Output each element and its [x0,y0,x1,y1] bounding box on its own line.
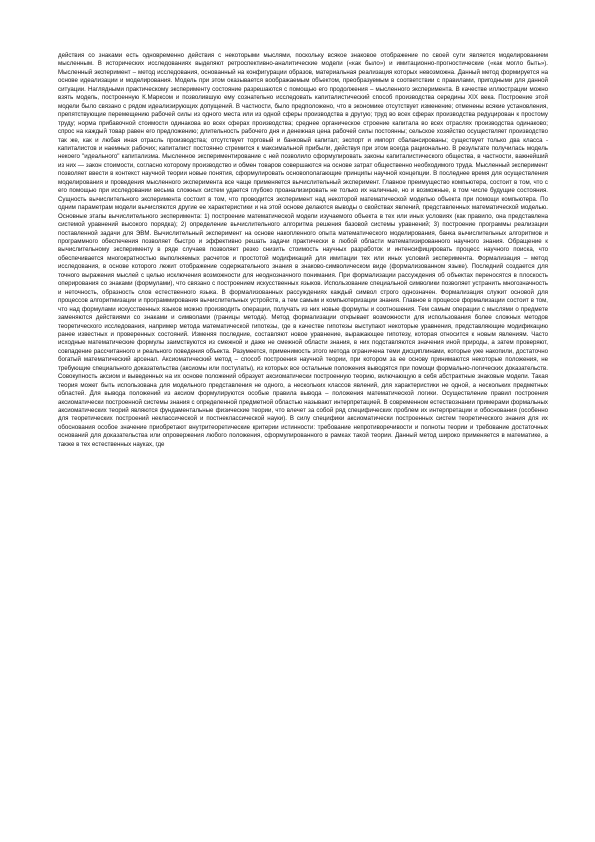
document-page [58,52,548,812]
body-paragraph: действия со знаками есть одновременно действия с некоторыми мыслями, поскольку всякое знаковое отображение по своей сути является моделированием мысленным. В исторических исследованиях выделяют ретроспективно-аналитические модели («как было») и имитационно-прогностические («как могло быть»). Мысленный эксперимент – метод исследования, основанный на конфигурации образов, материальная реализация которых невозможна. Данный метод формируется на основе идеализации и моделирования. Модель при этом оказывается воображаемым объектом, преобразуемым в соответствии с правилами, пригодными для данной ситуации. Наглядными практическому эксперименту состояние разрешаются с помощью его продолжения – мысленного эксперимента. В качестве иллюстрации можно взять модель, построенную К.Марксом и позволившую ему сознательно исследовать капиталистический способ производства середины XIX века. Построение этой модели было связано с рядом идеализирующих допущений. В частности, было предположено, что в экономике отсутствует изменение; отменены всякие установления, препятствующие перемещению рабочей силы из одного места или из одной сферы производства в другую; труд во всех сферах производства редуцирован к простому труду; норма прибавочной стоимости одинакова во всех сферах производства; среднее органическое строение капитала во всех отраслях производства одинаково; спрос на каждый товар равен его предложению; длительность рабочего дня и денежная цена рабочей силы постоянны; сельское хозяйство осуществляет производство так же, как и любая иная отрасль производства; отсутствует торговый и банковый капитал; экспорт и импорт сбалансированы; существует только два класса - капиталистов и наемных рабочих; капиталист постоянно стремится к максимальной прибыли, действуя при этом всегда рационально. В результате получилась модель некоего "идеального" капитализма. Мысленное экспериментирование с ней позволило сформулировать законы капиталистического общества, в частности, важнейший из них — закон стоимости, согласно которому производство и обмен товаров совершаются на основе затрат общественно необходимого труда. Мысленный эксперимент позволяет ввести в контекст научной теории новые понятия, сформулировать основополагающие принципы научной концепции. В последнее время для осуществления моделирования и проведения мысленного эксперимента все чаще применяется вычислительный эксперимент. Главное преимущество компьютера, состоит в том, что с его помощью при исследовании весьма сложных систем удается глубоко проанализировать не только их наличные, но и возможные, в том числе будущие состояния. Сущность вычислительного эксперимента состоит в том, что проводится эксперимент над некоторой математической моделью объекта при помощи компьютера. По одним параметрам модели вычисляются другие ее характеристики и на этой основе делаются выводы о свойствах явлений, представленных математической моделью. Основные этапы вычислительного эксперимента: 1) построение математической модели изучаемого объекта в тех или иных условиях (как правило, она представлена системой уравнений высокого порядка); 2) определение вычислительного алгоритма решения базовой системы уравнений; 3) построение программы реализации поставленной задачи для ЭВМ. Вычислительный эксперимент на основе накопленного опыта математического моделирования, банка вычислительных алгоритмов и программного обеспечения позволяет быстро и эффективно решать задачи практически в любой области математизированного научного знания. Обращение к вычислительному эксперименту в ряде случаев позволяет резко снизить стоимость научных разработок и интенсифицировать процесс научного поиска, что обеспечивается многократностью выполняемых расчетов и простотой модификаций для имитации тех или иных условий эксперимента. Формализация – метод исследования, в основе которого лежит отображение содержательного знания в знаково-символическом виде (формализованном языке). Последний создается для точного выражения мыслей с целью исключения возможности для неоднозначного понимания. При формализации рассуждения об объектах переносятся в плоскость оперирования со знаками (формулами), что связано с построением искусственных языков. Использование специальной символики позволяет устранить многозначность и неточность, образность слов естественного языка. В формализованных рассуждениях каждый символ строго однозначен. Формализация служит основой для процессов алгоритмизации и программирования вычислительных устройств, а тем самым и компьютеризации знания. Главное в процессе формализации состоит в том, что над формулами искусственных языков можно производить операции, получать из них новые формулы и соотношения. Тем самым операции с мыслями о предмете заменяются действиями со знаками и символами (границы метода). Метод формализации открывает возможности для использования более сложных методов теоретического исследования, например метода математической гипотезы, где в качестве гипотезы выступают некоторые уравнения, представляющие модификацию ранее известных и проверенных состояний. Изменяя последние, составляют новое уравнение, выражающее гипотезу, которая относится к новым явлениям. Часто исходные математические формулы заимствуются из смежной и даже не смежной области знания, в них подставляются значения иной природы, а затем проверяют, совпадение рассчитанного и реального поведения объекта. Разумеется, применимость этого метода ограничена теми дисциплинами, которые уже накопили, достаточно богатый математический арсенал. Аксиоматический метод – способ построения научной теории, при котором за ее основу принимаются некоторые положения, не требующие специального доказательства (аксиомы или постулаты), из которых все остальные положения выводятся при помощи формально-логических доказательств. Совокупность аксиом и выведенных на их основе положений образует аксиоматически построенную теорию, включающую в себя абстрактные знаковые модели. Такая теория может быть использована для модельного представления не одного, а нескольких классов явлений, для характеристики не одной, а нескольких предметных областей. Для вывода положений из аксиом формулируются особые правила вывода – положения математической логики. Осуществление правил построения аксиоматически построенной системы знания с определенной предметной областью называют интерпретацией. В современном естествознании примерами формальных аксиоматических теорий являются фундаментальные физические теории, что влечет за собой ряд специфических проблем их интерпретации и обоснования (особенно для теоретических построений неклассической и постнеклассической науки). В силу специфики аксиоматически построенных систем теоретического знания для их обоснования особое значение приобретают внутритеоретические критерии истинности: требование непротиворечивости и полноты теории и требование достаточных оснований для доказательства или опровержения любого положения, сформулированного в рамках такой теории. Данный метод широко применяется в математике, а также в тех естественных науках, где [58,52,548,448]
